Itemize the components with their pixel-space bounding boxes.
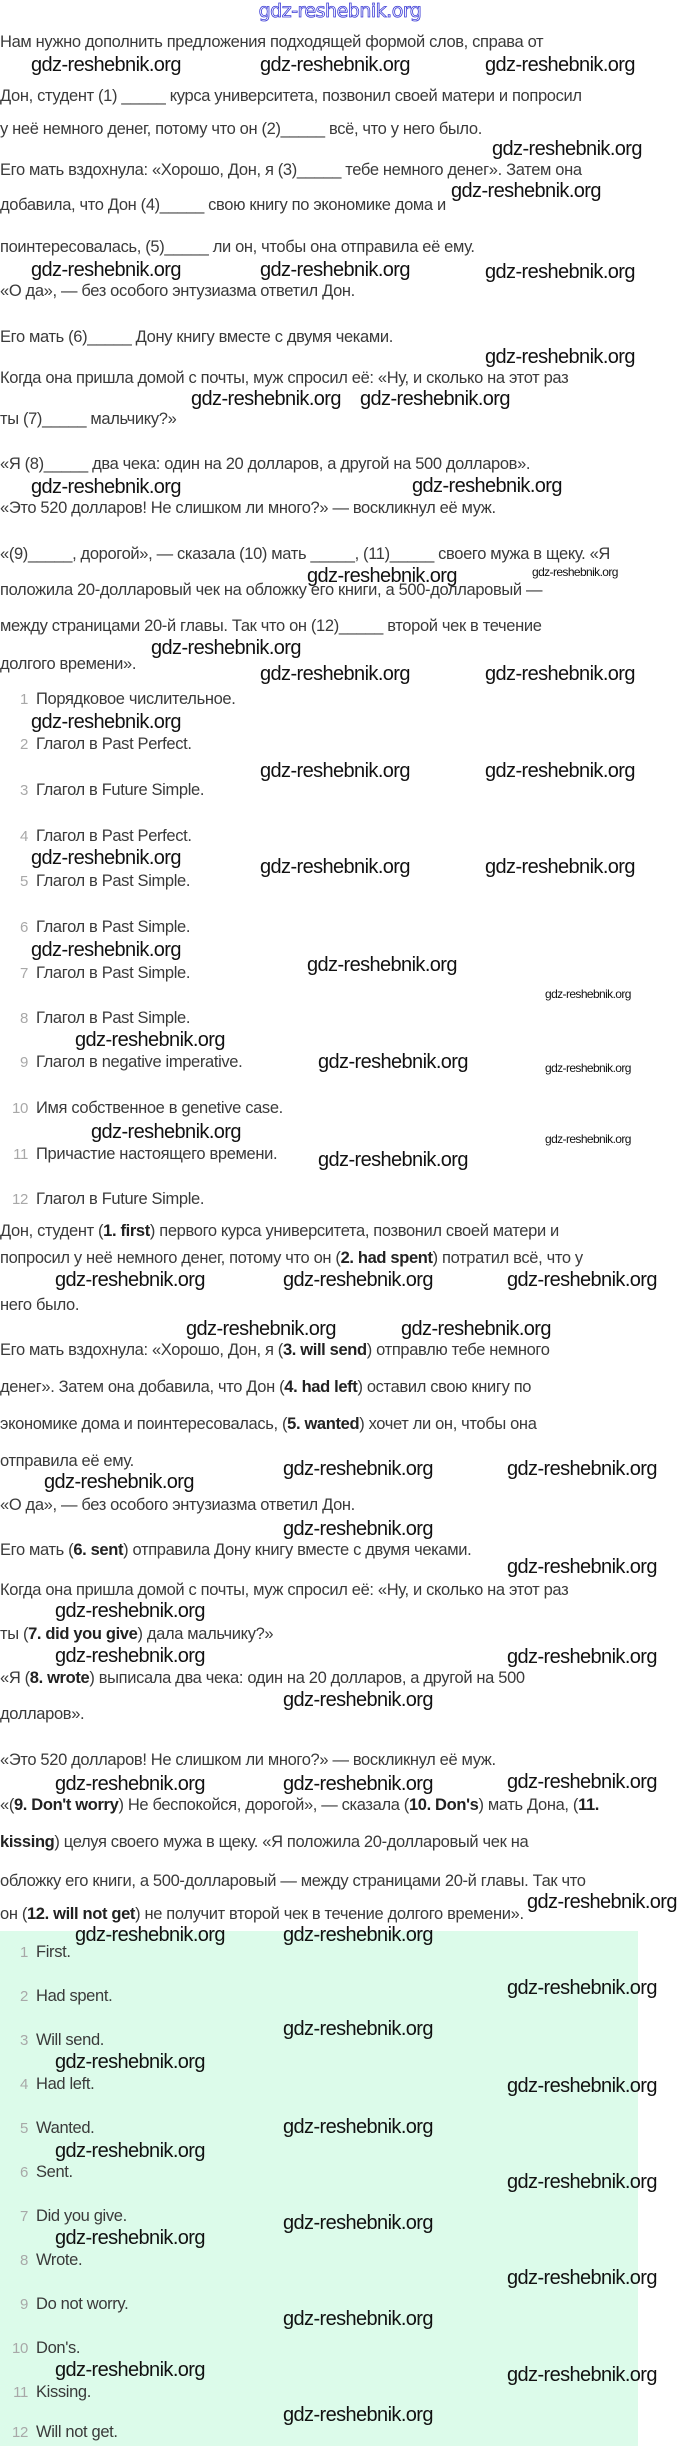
answer-item — [0, 2294, 128, 2315]
text-segment: Когда она пришла домой с почты, муж спросил её: «Ну, и сколько на этот раз — [0, 1581, 569, 1599]
item-text: Had left. — [36, 2075, 95, 2093]
hint-item — [0, 1189, 204, 1210]
text-segment: «Я (8)_____ два чека: один на 20 долларов, а другой на 500 долларов». — [0, 455, 531, 473]
watermark: gdz-reshebnik.org — [485, 346, 635, 368]
watermark: gdz-reshebnik.org — [545, 1061, 631, 1075]
answer-item — [0, 1986, 112, 2007]
text-segment: ) мать Дона, ( — [478, 1796, 579, 1814]
text-segment: ) не получит второй чек в течение долгого времени». — [135, 1905, 524, 1923]
watermark: gdz-reshebnik.org — [283, 2404, 433, 2426]
watermark: gdz-reshebnik.org — [545, 987, 631, 1001]
item-number: 8 — [20, 2252, 28, 2269]
text-segment: положила 20-долларовый чек на обложку его книги, а 500-долларовый — — [0, 581, 543, 599]
item-text: Had spent. — [36, 1987, 113, 2005]
answer-line — [0, 1904, 524, 1924]
answer-line — [0, 1495, 355, 1515]
text-segment: долгого времени». — [0, 655, 137, 673]
watermark: gdz-reshebnik.org — [507, 1977, 657, 1999]
item-text: Глагол в Past Simple. — [36, 964, 191, 982]
item-number: 3 — [20, 782, 28, 799]
text-segment: Его мать вздохнула: «Хорошо, Дон, я ( — [0, 1341, 283, 1359]
item-text: Порядковое числительное. — [36, 690, 236, 708]
text-segment: ) Не беспокойся, дорогой», — сказала ( — [118, 1796, 409, 1814]
watermark: gdz-reshebnik.org — [318, 1149, 468, 1171]
hint-item — [0, 963, 190, 984]
watermark: gdz-reshebnik.org — [507, 1458, 657, 1480]
item-text: Глагол в Past Simple. — [36, 872, 191, 890]
item-number: 4 — [20, 828, 28, 845]
item-text: Don's. — [36, 2339, 81, 2357]
text-segment: Нам нужно дополнить предложения подходящей формой слов, справа от — [0, 33, 544, 51]
item-number: 3 — [20, 2032, 28, 2049]
hint-item — [0, 1008, 190, 1029]
item-text: Глагол в Past Simple. — [36, 918, 191, 936]
answer-line — [0, 1414, 537, 1434]
answer-line — [0, 1871, 586, 1891]
item-text: Причастие настоящего времени. — [36, 1145, 278, 1163]
item-text: Глагол в Past Simple. — [36, 1009, 191, 1027]
hint-item — [0, 871, 190, 892]
answer-item — [0, 2118, 94, 2139]
answer-highlight: kissing — [0, 1833, 55, 1851]
watermark: gdz-reshebnik.org — [507, 1771, 657, 1793]
watermark: gdz-reshebnik.org — [283, 2212, 433, 2234]
hint-item — [0, 734, 192, 755]
hint-item — [0, 917, 190, 938]
watermark: gdz-reshebnik.org — [492, 138, 642, 160]
answer-line — [0, 1540, 471, 1560]
watermark: gdz-reshebnik.org — [283, 2308, 433, 2330]
watermark: gdz-reshebnik.org — [31, 476, 181, 498]
text-segment: «О да», — без особого энтузиазма ответил Дон. — [0, 282, 355, 300]
watermark: gdz-reshebnik.org — [55, 2051, 205, 2073]
text-segment: Дон, студент (1) _____ курса университета, позвонил своей матери и попросил — [0, 87, 582, 105]
text-segment: ) оставил свою книгу по — [357, 1378, 532, 1396]
watermark: gdz-reshebnik.org — [283, 2018, 433, 2040]
hint-item — [0, 689, 235, 710]
watermark: gdz-reshebnik.org — [527, 1891, 677, 1913]
text-segment: ) выписала два чека: один на 20 долларов, а другой на 500 — [89, 1669, 525, 1687]
watermark: gdz-reshebnik.org — [283, 1773, 433, 1795]
item-number: 7 — [20, 2208, 28, 2225]
answer-line — [0, 1668, 525, 1688]
watermark: gdz-reshebnik.org — [307, 565, 457, 587]
answer-highlight: 10. Don's — [408, 1796, 479, 1814]
site-logo[interactable]: gdz-reshebnik.org — [258, 0, 422, 22]
watermark: gdz-reshebnik.org — [260, 663, 410, 685]
item-number: 9 — [20, 2296, 28, 2313]
watermark: gdz-reshebnik.org — [260, 760, 410, 782]
answer-item — [0, 2250, 82, 2271]
answer-highlight: 9. Don't worry — [13, 1796, 119, 1814]
item-number: 11 — [13, 2384, 28, 2401]
watermark: gdz-reshebnik.org — [283, 1689, 433, 1711]
watermark: gdz-reshebnik.org — [507, 2171, 657, 2193]
task-line — [0, 409, 176, 429]
watermark: gdz-reshebnik.org — [283, 1269, 433, 1291]
text-segment: ) первого курса университета, позвонил своей матери и — [149, 1222, 559, 1240]
text-segment: ) дала мальчику?» — [137, 1625, 274, 1643]
task-line — [0, 32, 543, 52]
item-text: Wanted. — [36, 2119, 95, 2137]
watermark: gdz-reshebnik.org — [55, 2140, 205, 2162]
answer-line — [0, 1295, 79, 1315]
answer-highlight: 7. did you give — [28, 1625, 138, 1643]
watermark: gdz-reshebnik.org — [485, 261, 635, 283]
task-line — [0, 327, 393, 347]
answer-line — [0, 1221, 559, 1241]
answer-highlight: 5. wanted — [287, 1415, 360, 1433]
item-number: 12 — [12, 1191, 28, 1208]
answer-line — [0, 1750, 496, 1770]
watermark: gdz-reshebnik.org — [55, 1600, 205, 1622]
text-segment: попросил у неё немного денег, потому что он ( — [0, 1249, 341, 1267]
answer-line — [0, 1795, 599, 1815]
text-segment: ты ( — [0, 1625, 29, 1643]
task-line — [0, 160, 582, 180]
text-segment: ) отправлю тебе немного — [366, 1341, 550, 1359]
item-text: Will not get. — [36, 2423, 118, 2441]
watermark: gdz-reshebnik.org — [55, 1645, 205, 1667]
text-segment: у неё немного денег, потому что он (2)_____ всё, что у него было. — [0, 120, 482, 138]
text-segment: денег». Затем она добавила, что Дон ( — [0, 1378, 285, 1396]
text-segment: «Я ( — [0, 1669, 30, 1687]
watermark: gdz-reshebnik.org — [545, 1132, 631, 1146]
task-line — [0, 498, 496, 518]
text-segment: долларов». — [0, 1705, 85, 1723]
text-segment: «О да», — без особого энтузиазма ответил Дон. — [0, 1496, 355, 1514]
watermark: gdz-reshebnik.org — [532, 565, 618, 579]
item-number: 9 — [20, 1054, 28, 1071]
answer-highlight: 4. had left — [284, 1378, 358, 1396]
watermark: gdz-reshebnik.org — [151, 637, 301, 659]
answer-line — [0, 1580, 568, 1600]
text-segment: отправила её ему. — [0, 1452, 134, 1470]
answer-line — [0, 1451, 134, 1471]
text-segment: ты (7)_____ мальчику?» — [0, 410, 177, 428]
item-number: 2 — [20, 1988, 28, 2005]
watermark: gdz-reshebnik.org — [485, 856, 635, 878]
task-line — [0, 237, 475, 257]
answer-highlight: 3. will send — [282, 1341, 367, 1359]
item-number: 6 — [20, 2164, 28, 2181]
item-text: Do not worry. — [36, 2295, 129, 2313]
hint-item — [0, 1144, 277, 1165]
text-segment: ) отправила Дону книгу вместе с двумя чеками. — [123, 1541, 472, 1559]
answer-item — [0, 2206, 127, 2227]
item-number: 11 — [13, 1146, 28, 1163]
watermark: gdz-reshebnik.org — [507, 1269, 657, 1291]
answer-item — [0, 2074, 94, 2095]
answer-line — [0, 1377, 531, 1397]
watermark: gdz-reshebnik.org — [91, 1121, 241, 1143]
item-text: Глагол в Future Simple. — [36, 1190, 205, 1208]
watermark: gdz-reshebnik.org — [55, 1269, 205, 1291]
answer-highlight: 6. sent — [73, 1541, 124, 1559]
text-segment: «(9)_____, дорогой», — сказала (10) мать _____, (11)_____ своего мужа в щеку. «Я — [0, 545, 610, 563]
watermark: gdz-reshebnik.org — [360, 388, 510, 410]
item-number: 6 — [20, 919, 28, 936]
watermark: gdz-reshebnik.org — [485, 54, 635, 76]
item-text: Глагол в Past Perfect. — [36, 827, 192, 845]
text-segment: между страницами 20-й главы. Так что он (12)_____ второй чек в течение — [0, 617, 542, 635]
watermark: gdz-reshebnik.org — [31, 711, 181, 733]
item-text: First. — [36, 1943, 71, 1961]
item-number: 8 — [20, 1010, 28, 1027]
item-number: 4 — [20, 2076, 28, 2093]
text-segment: «( — [0, 1796, 14, 1814]
watermark: gdz-reshebnik.org — [318, 1051, 468, 1073]
item-number: 5 — [20, 2120, 28, 2137]
watermark: gdz-reshebnik.org — [507, 2267, 657, 2289]
text-segment: него было. — [0, 1296, 80, 1314]
text-segment: Его мать ( — [0, 1541, 74, 1559]
task-line — [0, 454, 530, 474]
item-number: 10 — [12, 1100, 28, 1117]
item-text: Did you give. — [36, 2207, 127, 2225]
task-line — [0, 544, 610, 564]
answer-highlight: 12. will not get — [26, 1905, 136, 1923]
watermark: gdz-reshebnik.org — [451, 180, 601, 202]
answer-line — [0, 1704, 84, 1724]
item-text: Глагол в Past Perfect. — [36, 735, 192, 753]
watermark: gdz-reshebnik.org — [75, 1924, 225, 1946]
text-segment: «Это 520 долларов! Не слишком ли много?» — воскликнул её муж. — [0, 1751, 496, 1769]
answer-item — [0, 2338, 80, 2359]
text-segment: ) целуя своего мужа в щеку. «Я положила 20-долларовый чек на — [54, 1833, 529, 1851]
watermark: gdz-reshebnik.org — [412, 475, 562, 497]
item-text: Имя собственное в genetive case. — [36, 1099, 283, 1117]
answer-line — [0, 1832, 528, 1852]
task-line — [0, 281, 355, 301]
answer-item — [0, 1942, 71, 1963]
text-segment: ) хочет ли он, чтобы она — [359, 1415, 537, 1433]
watermark: gdz-reshebnik.org — [307, 954, 457, 976]
item-number: 7 — [20, 965, 28, 982]
watermark: gdz-reshebnik.org — [507, 2075, 657, 2097]
watermark: gdz-reshebnik.org — [260, 259, 410, 281]
hint-item — [0, 1052, 242, 1073]
answer-highlight: 1. first — [103, 1222, 150, 1240]
item-number: 12 — [12, 2424, 28, 2441]
task-line — [0, 195, 446, 215]
task-line — [0, 580, 542, 600]
watermark: gdz-reshebnik.org — [55, 2359, 205, 2381]
answer-line — [0, 1248, 583, 1268]
watermark: gdz-reshebnik.org — [485, 760, 635, 782]
task-line — [0, 86, 582, 106]
watermark: gdz-reshebnik.org — [485, 663, 635, 685]
item-number: 1 — [20, 1944, 28, 1961]
hint-item — [0, 826, 192, 847]
watermark: gdz-reshebnik.org — [260, 54, 410, 76]
watermark: gdz-reshebnik.org — [283, 1458, 433, 1480]
item-text: Sent. — [36, 2163, 73, 2181]
item-number: 1 — [20, 691, 28, 708]
answer-item — [0, 2422, 118, 2443]
watermark: gdz-reshebnik.org — [44, 1471, 194, 1493]
watermark: gdz-reshebnik.org — [283, 1518, 433, 1540]
hint-item — [0, 1098, 283, 1119]
item-text: Глагол в negative imperative. — [36, 1053, 243, 1071]
answer-highlight: 11. — [578, 1796, 600, 1814]
answer-item — [0, 2030, 104, 2051]
watermark: gdz-reshebnik.org — [507, 1646, 657, 1668]
watermark: gdz-reshebnik.org — [401, 1318, 551, 1340]
watermark: gdz-reshebnik.org — [186, 1318, 336, 1340]
answer-highlight: 8. wrote — [29, 1669, 90, 1687]
item-text: Will send. — [36, 2031, 105, 2049]
watermark: gdz-reshebnik.org — [31, 939, 181, 961]
watermark: gdz-reshebnik.org — [31, 847, 181, 869]
text-segment: он ( — [0, 1905, 27, 1923]
text-segment: «Это 520 долларов! Не слишком ли много?» — воскликнул её муж. — [0, 499, 496, 517]
text-segment: Дон, студент ( — [0, 1222, 104, 1240]
watermark: gdz-reshebnik.org — [507, 1556, 657, 1578]
text-segment: добавила, что Дон (4)_____ свою книгу по экономике дома и — [0, 196, 446, 214]
watermark: gdz-reshebnik.org — [260, 856, 410, 878]
answer-item — [0, 2162, 73, 2183]
answer-item — [0, 2382, 91, 2403]
item-text: Kissing. — [36, 2383, 91, 2401]
task-line — [0, 119, 482, 139]
text-segment: обложку его книги, а 500-долларовый — между страницами 20-й главы. Так что — [0, 1872, 586, 1890]
item-number: 5 — [20, 873, 28, 890]
text-segment: поинтересовалась, (5)_____ ли он, чтобы она отправила её ему. — [0, 238, 475, 256]
watermark: gdz-reshebnik.org — [283, 1924, 433, 1946]
watermark: gdz-reshebnik.org — [31, 259, 181, 281]
watermark: gdz-reshebnik.org — [283, 2116, 433, 2138]
watermark: gdz-reshebnik.org — [55, 2227, 205, 2249]
item-number: 2 — [20, 736, 28, 753]
task-line — [0, 654, 136, 674]
watermark: gdz-reshebnik.org — [55, 1773, 205, 1795]
watermark: gdz-reshebnik.org — [75, 1029, 225, 1051]
watermark: gdz-reshebnik.org — [31, 54, 181, 76]
text-segment: экономике дома и поинтересовалась, ( — [0, 1415, 288, 1433]
item-number: 10 — [12, 2340, 28, 2357]
watermark: gdz-reshebnik.org — [507, 2364, 657, 2386]
answer-highlight: 2. had spent — [340, 1249, 433, 1267]
task-line — [0, 368, 568, 388]
text-segment: Его мать (6)_____ Дону книгу вместе с двумя чеками. — [0, 328, 393, 346]
text-segment: ) потратил всё, что у — [432, 1249, 583, 1267]
text-segment: Когда она пришла домой с почты, муж спросил её: «Ну, и сколько на этот раз — [0, 369, 569, 387]
answer-line — [0, 1624, 273, 1644]
item-text: Wrote. — [36, 2251, 83, 2269]
hint-item — [0, 780, 204, 801]
item-text: Глагол в Future Simple. — [36, 781, 205, 799]
answer-line — [0, 1340, 550, 1360]
text-segment: Его мать вздохнула: «Хорошо, Дон, я (3)_____ тебе немного денег». Затем она — [0, 161, 582, 179]
task-line — [0, 616, 542, 636]
watermark: gdz-reshebnik.org — [191, 388, 341, 410]
